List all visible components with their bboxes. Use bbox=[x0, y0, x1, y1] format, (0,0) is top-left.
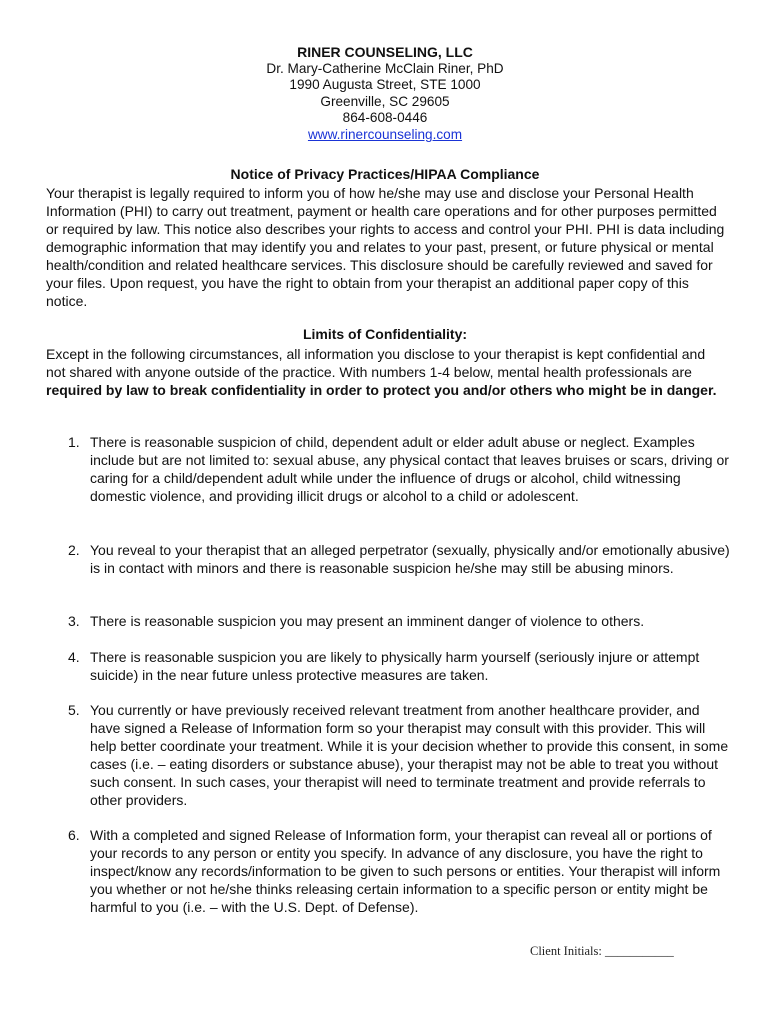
city-state-zip: Greenville, SC 29605 bbox=[320, 93, 450, 109]
client-initials-field[interactable]: Client Initials: ___________ bbox=[530, 944, 674, 958]
list-item bbox=[68, 541, 733, 577]
street-address: 1990 Augusta Street, STE 1000 bbox=[289, 77, 481, 93]
doctor-name: Dr. Mary-Catherine McClain Riner, PhD bbox=[266, 60, 504, 76]
list-item-text: There is reasonable suspicion you may present an imminent danger of violence to others. bbox=[90, 613, 645, 629]
privacy-notice-title: Notice of Privacy Practices/HIPAA Compliance bbox=[230, 166, 540, 182]
limits-intro bbox=[46, 345, 726, 399]
practice-name: RINER COUNSELING, LLC bbox=[297, 44, 473, 60]
list-item-text: You reveal to your therapist that an alleged perpetrator (sexually, physically and/or emotionally abusive) is in contact with minors and there is reasonable suspicion he/she may still be abusing minors. bbox=[90, 542, 730, 576]
list-item bbox=[68, 826, 733, 916]
website-link[interactable]: www.rinercounseling.com bbox=[307, 126, 463, 142]
list-item-number: 1. bbox=[68, 434, 80, 450]
list-item-number: 3. bbox=[68, 613, 80, 629]
list-item-number: 5. bbox=[68, 702, 80, 718]
list-item-text: With a completed and signed Release of Information form, your therapist can reveal all or portions of your records to any person or entity you specify. In advance of any disclosure, you have the right to inspect/know any records/information to be given to such persons or entities. Your therapist will inform you whether or not he/she thinks releasing certain information to a specific person or entity might be harmful to you (i.e. – with the U.S. Dept. of Defense). bbox=[90, 827, 721, 915]
limits-intro-bold: required by law to break confidentiality in order to protect you and/or others who might be in danger. bbox=[46, 382, 717, 398]
list-item-text: There is reasonable suspicion you are likely to physically harm yourself (seriously injure or attempt suicide) in the near future unless protective measures are taken. bbox=[90, 649, 700, 683]
phone-number: 864-608-0446 bbox=[342, 110, 428, 126]
list-item-text: You currently or have previously received relevant treatment from another healthcare provider, and have signed a Release of Information form so your therapist may consult with this provider. This will help better coordinate your treatment. While it is your decision whether to provide this consent, in some cases (i.e. – eating disorders or substance abuse), your therapist may not be able to treat you without such consent. In such cases, your therapist will need to terminate treatment and provide referrals to other providers. bbox=[90, 702, 729, 808]
letterhead bbox=[0, 44, 770, 144]
list-item-number: 6. bbox=[68, 827, 80, 843]
list-item bbox=[68, 701, 733, 809]
limits-intro-text: Except in the following circumstances, all information you disclose to your therapist is kept confidential and not shared with anyone outside of the practice. With numbers 1-4 below, mental health professionals are bbox=[46, 346, 706, 380]
list-item-number: 2. bbox=[68, 542, 80, 558]
limits-title: Limits of Confidentiality: bbox=[302, 326, 468, 342]
list-item-number: 4. bbox=[68, 649, 80, 665]
list-item bbox=[68, 612, 733, 630]
list-item bbox=[68, 648, 733, 684]
list-item-text: There is reasonable suspicion of child, dependent adult or elder adult abuse or neglect. Examples include but are not limited to: sexual abuse, any physical contact that leaves bruises or scars, driving or caring for a child/dependent adult while under the influence of drugs or alcohol, child witnessing domestic violence, and providing illicit drugs or alcohol to a child or adolescent. bbox=[90, 434, 729, 504]
list-item bbox=[68, 433, 733, 505]
privacy-notice-body: Your therapist is legally required to inform you of how he/she may use and disclose your Personal Health Information (PHI) to carry out treatment, payment or health care operations and for other purposes permitted or required by law. This notice also describes your rights to access and control your PHI. PHI is data including demographic information that may identify you and relates to your past, present, or future physical or mental health/condition and related healthcare services. This disclosure should be carefully reviewed and saved for your files. Upon request, you have the right to obtain from your therapist an additional paper copy of this notice. bbox=[46, 185, 725, 309]
